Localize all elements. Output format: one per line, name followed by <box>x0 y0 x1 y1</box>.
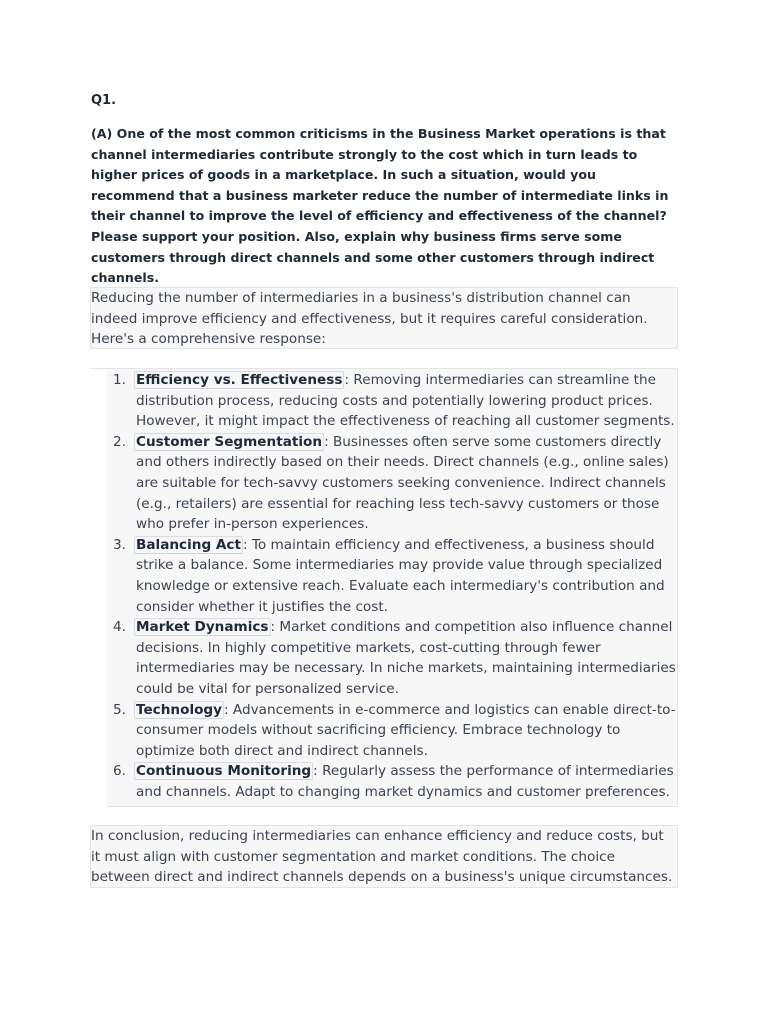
list-item <box>91 370 679 432</box>
list-item-term: Efficiency vs. Effectiveness <box>136 372 343 388</box>
list-item-term: Continuous Monitoring <box>136 763 312 780</box>
list-item-text: : Businesses often serve some customers directly and others indirectly based on their needs. Direct channels (e.g., online sales) are suitable for tech-savvy customers seeking convenience. Indirect channels (e.g., retailers) are essential for reaching less tech-savvy customers or those who prefer in-person experiences. <box>136 433 669 533</box>
answer-intro: Reducing the number of intermediaries in a business's distribution channel can indeed improve efficiency and effectiveness, but it requires careful consideration. Here's a comprehensive response: <box>91 290 648 348</box>
answer-points-list <box>91 370 679 802</box>
list-item <box>91 617 679 699</box>
list-item-term: Technology <box>136 701 223 718</box>
list-item-text: : Regularly assess the performance of intermediaries and channels. Adapt to changing market dynamics and customer preferences. <box>136 763 674 800</box>
list-item-term: Market Dynamics <box>136 619 269 636</box>
list-item-number: 5. <box>113 701 126 718</box>
list-item-number: 4. <box>113 619 126 636</box>
question-text: (A) One of the most common criticisms in the Business Market operations is that channel intermediaries contribute strongly to the cost which in turn leads to higher prices of goods in a marketplace. In such a situation, would you recommend that a business marketer reduce the number of intermediate links in their channel to improve the level of efficiency and effectiveness of the channel? Please support your position. Also, explain why business firms serve some customers through direct channels and some other customers through indirect channels. <box>91 126 669 286</box>
list-item-number: 3. <box>113 536 126 553</box>
list-item-number: 2. <box>113 433 126 450</box>
list-item-text: : Advancements in e-commerce and logistics can enable direct-to-consumer models without sacrificing efficiency. Embrace technology to optimize both direct and indirect channels. <box>136 701 676 759</box>
list-item-term: Balancing Act <box>136 536 241 553</box>
list-item-text: : To maintain efficiency and effectiveness, a business should strike a balance. Some intermediaries may provide value through specialized knowledge or extensive reach. Evaluate each intermediary's contribution and consider whether it justifies the cost. <box>136 536 665 615</box>
list-item-text: : Market conditions and competition also influence channel decisions. In highly competitive markets, cost-cutting through fewer intermediaries may be necessary. In niche markets, maintaining intermediaries could be vital for personalized service. <box>136 619 676 697</box>
list-item-text: : Removing intermediaries can streamline the distribution process, reducing costs and potentially lowering product prices. However, it might impact the effectiveness of reaching all customer segments. <box>136 372 675 430</box>
answer-points-block <box>90 368 678 807</box>
list-item-number: 6. <box>113 763 126 780</box>
answer-intro-block <box>90 287 678 349</box>
list-item-term: Customer Segmentation <box>136 433 323 450</box>
answer-conclusion-block <box>90 825 678 888</box>
answer-conclusion: In conclusion, reducing intermediaries can enhance efficiency and reduce costs, but it must align with customer segmentation and market conditions. The choice between direct and indirect channels depends on a business's unique circumstances. <box>91 828 673 886</box>
list-item <box>91 535 679 617</box>
question-label: Q1. <box>91 93 117 108</box>
list-item <box>91 761 679 802</box>
list-item-number: 1. <box>113 372 126 388</box>
list-item <box>91 700 679 762</box>
list-item <box>91 432 679 535</box>
